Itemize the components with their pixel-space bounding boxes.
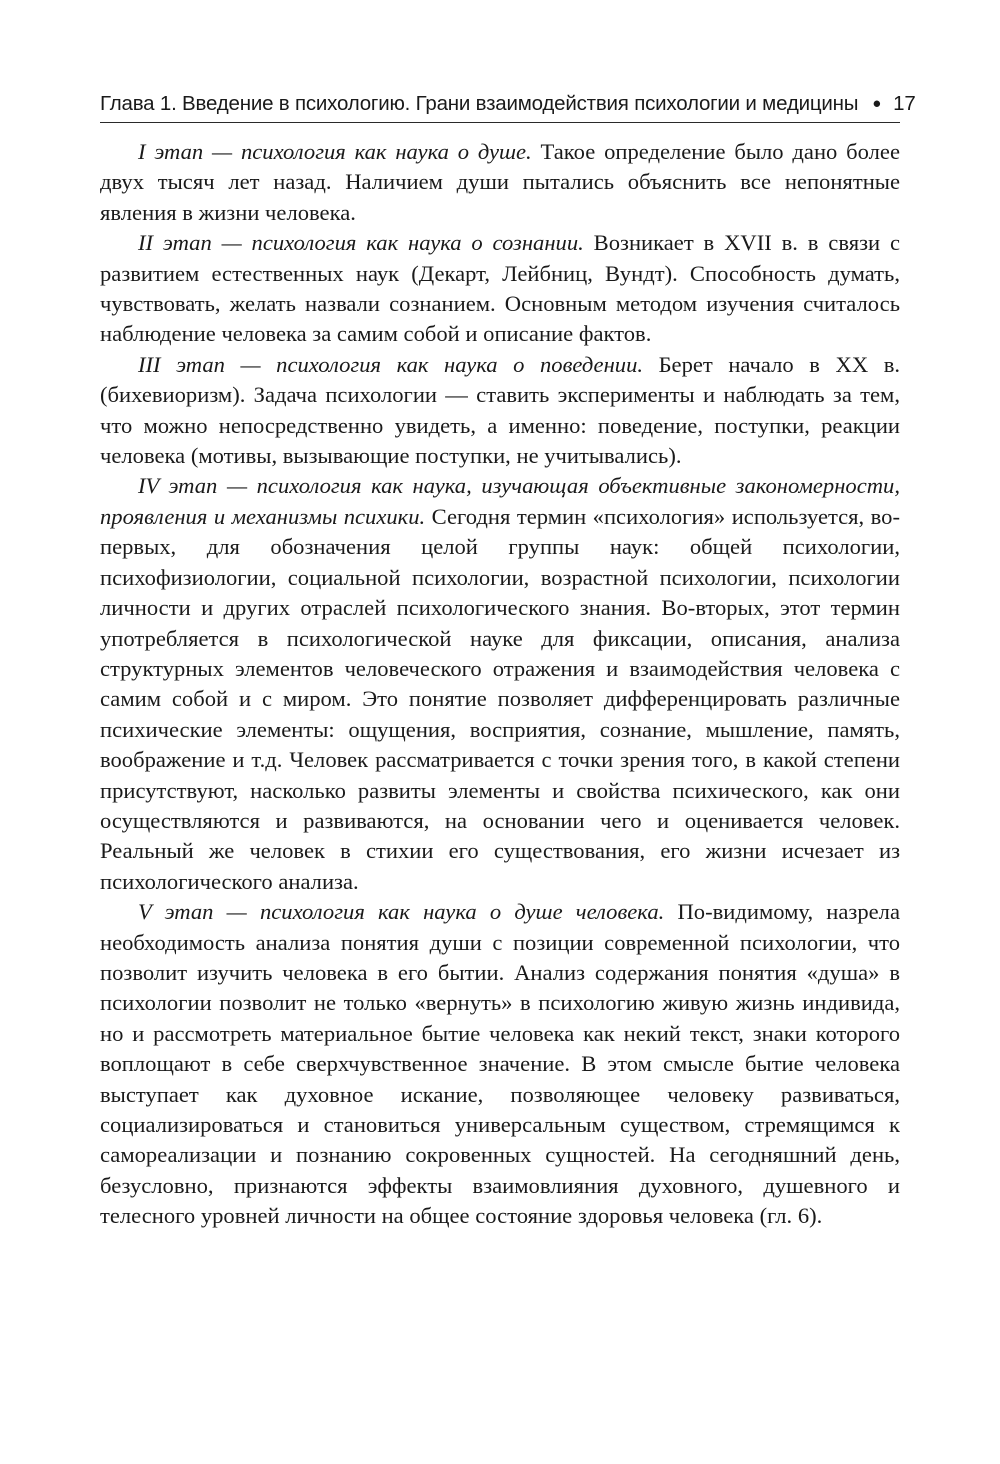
paragraph-stage-5 xyxy=(100,897,900,1231)
stage-title: I этап — психология как наука о душе. xyxy=(138,139,532,164)
page-number: 17 xyxy=(893,92,916,115)
page-number-group xyxy=(858,92,915,116)
book-page xyxy=(100,92,916,1232)
running-header xyxy=(100,92,916,123)
stage-title: IV этап — психология как наука, изучающая объективные закономерности, проявления и механизмы психики. xyxy=(100,473,900,529)
body-text xyxy=(100,137,900,1232)
stage-title: II этап — психология как наука о сознании. xyxy=(138,230,584,256)
paragraph-stage-4 xyxy=(100,471,900,897)
paragraph-text: Сегодня термин «психология» используется, во-первых, для обозначения целой группы наук: общей психологии, психофизиологии, социальной психологии, возрастной психологии, психологии личности и других отраслей психологического знания. Во-вторых, этот термин употребляется в психологической науке для фиксации, описания, анализа структурных элементов человеческого отражения и взаимодействия человека с самим собой и с миром. Это понятие позволяет дифференцировать различные психические элементы: ощущения, восприятия, сознание, мышление, память, воображение и т.д. Человек рассматривается с точки зрения того, в какой степени присутствуют, насколько развиты элементы и свойства психического, как они осуществляются и развиваются, на основании чего и оценивается человек. Реальный же человек в стихии его существования, его жизни исчезает из психологического анализа. xyxy=(100,503,900,894)
paragraph-text: Берет начало в XX в. (бихевиоризм). Задача психологии — ставить эксперименты и наблюдать за тем, что можно непосредственно увидеть, а именно: поведение, поступки, реакции человека (мотивы, вызывающие поступки, не учитывались). xyxy=(100,351,901,469)
chapter-title: Глава 1. Введение в психологию. Грани взаимодействия психологии и медицины xyxy=(100,92,859,115)
stage-title: V этап — психология как наука о душе человека. xyxy=(138,899,665,925)
paragraph-text: Такое определение было дано более двух тысяч лет назад. Наличием души пытались объяснить все непонятные явления в жизни человека. xyxy=(100,139,900,225)
stage-title: III этап — психология как наука о поведении. xyxy=(138,351,644,377)
paragraph-text: По-видимому, назрела необходимость анализа понятия души с позиции современной психологии, что позволит изучить человека в его бытии. Анализ содержания понятия «душа» в психологии позволит не только «вернуть» в психологию живую жизнь индивида, но и рассмотреть материальное бытие человека как некий текст, знаки которого воплощают в себе сверхчувственное значение. В этом смысле бытие человека выступает как духовное искание, позволяющее человеку развиваться, социализироваться и становиться универсальным существом, стремящимся к самореализации и познанию сокровенных сущностей. На сегодняшний день, безусловно, признаются эффекты взаимовлияния духовного, душевного и телесного уровней личности на общее состояние здоровья человека (гл. 6). xyxy=(100,899,900,1229)
paragraph-stage-3 xyxy=(100,350,900,472)
paragraph-text: Возникает в XVII в. в связи с развитием естественных наук (Декарт, Лейбниц, Вундт). Способность думать, чувствовать, желать назвали сознанием. Основным методом изучения считалось наблюдение человека за самим собой и описание фактов. xyxy=(100,230,900,347)
paragraph-stage-1 xyxy=(100,137,900,228)
paragraph-stage-2 xyxy=(100,228,900,350)
bullet-icon: ● xyxy=(872,95,882,112)
